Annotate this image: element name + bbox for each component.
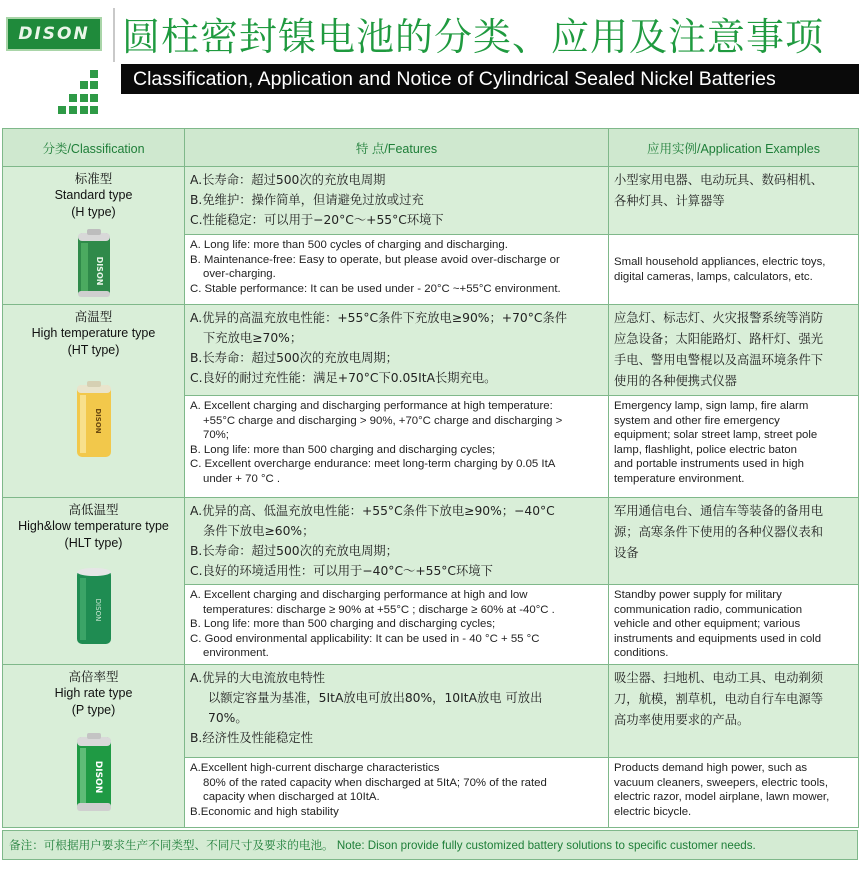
footer-note-en: Note: Dison provide fully customized battery solutions to specific customer needs.: [336, 839, 756, 852]
type-cell-high-low-temperature: 高低温型 High&low temperature type (HLT type) DISON: [3, 498, 185, 665]
apps-cn-standard: 小型家用电器、电动玩具、数码相机、 各种灯具、计算器等: [609, 167, 859, 235]
table-row: [3, 665, 859, 758]
apps-cn-high-rate: 吸尘器、扫地机、电动工具、电动剃须 刀，航模，割草机，电动自行车电源等 高功率使用要求的产品。: [609, 665, 859, 758]
features-cn-standard: A.长寿命：超过500次的充放电周期 B.免维护：操作简单，但请避免过放或过充 C.性能稳定：可以用于−20°C～+55°C环境下: [185, 167, 609, 235]
apps-en-high-temperature: Emergency lamp, sign lamp, fire alarm system and other fire emergency equipment; solar street lamp, street pole lamp, flashlight, police electric baton and portable instruments used in high temperature environment.: [609, 396, 859, 498]
table-header-row: [3, 129, 859, 167]
page-title-en: Classification, Application and Notice of Cylindrical Sealed Nickel Batteries: [121, 64, 859, 94]
table-row: [3, 167, 859, 235]
apps-en-high-rate: Products demand high power, such as vacuum cleaners, sweepers, electric tools, electric razor, model airplane, lawn mower, electric bicycle.: [609, 758, 859, 828]
apps-en-high-low-temperature: Standby power supply for military communication radio, communication vehicle and other equipment; various instruments and equipments used in cold conditions.: [609, 585, 859, 665]
features-en-high-rate: A.Excellent high-current discharge characteristics 80% of the rated capacity when discharged at 5ItA; 70% of the rated capacity when discharged at 10ItA. B.Economic and high stability: [185, 758, 609, 828]
svg-text:DISON: DISON: [93, 598, 102, 622]
features-en-high-temperature: A. Excellent charging and discharging performance at high temperature: +55°C charge and discharging > 90%, +70°C charge and discharging > 70%; B. Long life: more than 500 charging and discharging cycles; C. Excellent overcharge endurance: meet long-term charging by 0.05 ItA under + 70 °C .: [185, 396, 609, 498]
table-row: [3, 498, 859, 585]
decorative-squares-icon: [58, 70, 102, 116]
svg-text:DISON: DISON: [93, 408, 102, 434]
svg-text:DISON: DISON: [92, 760, 103, 794]
type-cell-standard: 标准型 Standard type (H type) DISON: [3, 167, 185, 305]
type-cell-high-rate: 高倍率型 High rate type (P type) DISON: [3, 665, 185, 828]
page-header: [0, 0, 860, 122]
battery-image: [75, 229, 113, 299]
page-title-cn: 圆柱密封镍电池的分类、应用及注意事项: [122, 15, 825, 59]
table-row: [3, 305, 859, 396]
apps-cn-high-temperature: 应急灯、标志灯、火灾报警系统等消防 应急设备；太阳能路灯、路杆灯、强光 手电、警用电警棍以及高温环境条件下 使用的各种便携式仪器: [609, 305, 859, 396]
header-divider: [113, 8, 115, 62]
svg-text:DISON: DISON: [94, 256, 104, 286]
type-cell-high-temperature: 高温型 High temperature type (HT type) DISON: [3, 305, 185, 498]
battery-image: [74, 733, 114, 813]
features-en-high-low-temperature: A. Excellent charging and discharging performance at high and low temperatures: discharge ≥ 90% at +55°C ; discharge ≥ 60% at -40°C . B. Long life: more than 500 charging and discharging cycles; C. Good environmental applicability: It can be used in - 40 °C + 55 °C environment.: [185, 585, 609, 665]
apps-cn-high-low-temperature: 军用通信电台、通信车等装备的备用电 源；高寒条件下使用的各种仪器仪表和 设备: [609, 498, 859, 585]
features-en-standard: A. Long life: more than 500 cycles of charging and discharging. B. Maintenance-free: Easy to operate, but please avoid over-discharge or over-charging. C. Stable performance: It can be used under - 20°C ~+55°C environment.: [185, 235, 609, 305]
features-cn-high-rate: A.优异的大电流放电特性 以额定容量为基准，5ItA放电可放出80%，10ItA放电 可放出 70%。 B.经济性及性能稳定性: [185, 665, 609, 758]
classification-table: [2, 128, 859, 828]
features-cn-high-temperature: A.优异的高温充放电性能：+55°C条件下充放电≥90%；+70°C条件 下充放电≥70%； B.长寿命：超过500次的充放电周期； C.良好的耐过充性能：满足+70°C下0.05ItA长期充电。: [185, 305, 609, 396]
features-cn-high-low-temperature: A.优异的高、低温充放电性能：+55°C条件下放电≥90%；−40°C 条件下放电≥60%； B.长寿命：超过500次的充放电周期； C.良好的环境适用性：可以用于−40°C～+55°C环境下: [185, 498, 609, 585]
battery-image: [74, 566, 114, 646]
dison-logo: DISON: [6, 17, 102, 51]
header-applications: 应用实例/Application Examples: [609, 129, 859, 167]
header-features: 特 点/Features: [185, 129, 609, 167]
footer-note-cn: 备注：可根据用户要求生产不同类型、不同尺寸及要求的电池。: [9, 838, 334, 852]
header-classification: 分类/Classification: [3, 129, 185, 167]
footer-note: [2, 830, 858, 860]
apps-en-standard: Small household appliances, electric toys, digital cameras, lamps, calculators, etc.: [609, 235, 859, 305]
battery-image: [74, 381, 114, 459]
